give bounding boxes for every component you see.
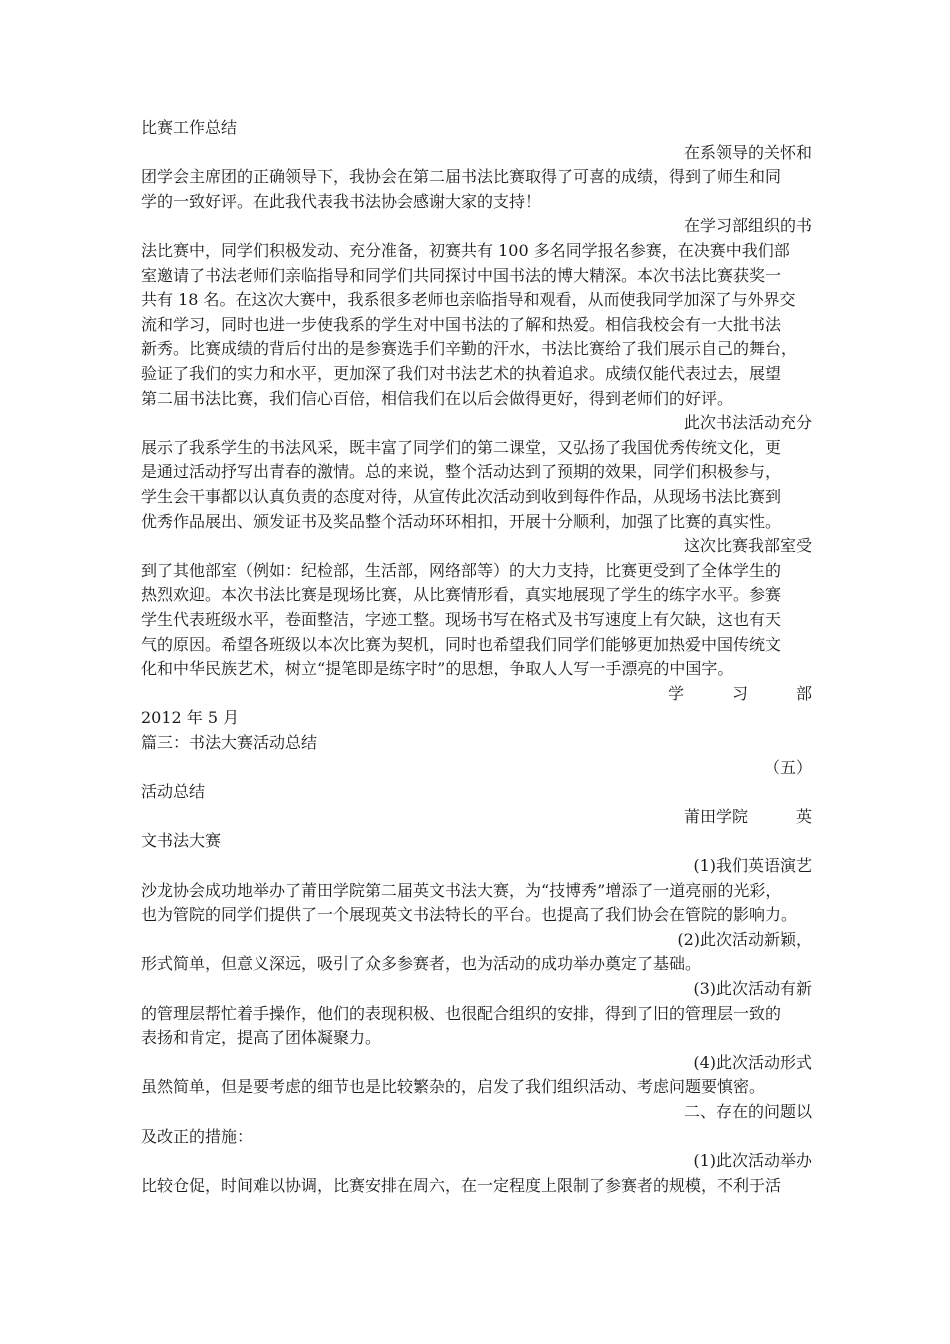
text-line: 气的原因。希望各班级以本次比赛为契机，同时也希望我们同学们能够更加热爱中国传统文 [141,635,782,654]
text-line: 验证了我们的实力和水平，更加深了我们对书法艺术的执着追求。成绩仅能代表过去，展望 [141,364,782,383]
text-line: 比较仓促，时间难以协调，比赛安排在周六，在一定程度上限制了参赛者的规模，不利于活 [141,1176,782,1195]
text-line: 新秀。比赛成绩的背后付出的是参赛选手们辛勤的汗水，书法比赛给了我们展示自己的舞台， [141,339,798,358]
text-line: 到了其他部室（例如：纪检部，生活部，网络部等）的大力支持，比赛更受到了全体学生的 [141,561,782,580]
paragraph-indent-line: (2)此次活动新颖， [677,930,812,949]
paragraph-indent-line: (1)此次活动举办 [693,1151,812,1170]
text-line: 法比赛中，同学们积极发动、充分准备，初赛共有 100 多名同学报名参赛，在决赛中我们部 [141,241,790,260]
text-line: 共有 18 名。在这次大赛中，我系很多老师也亲临指导和观看，从而使我同学加深了与外界交 [141,290,796,309]
text-line: 化和中华民族艺术，树立“提笔即是练字时”的思想，争取人人写一手漂亮的中国字。 [141,659,734,678]
paragraph-indent-line: (4)此次活动形式 [693,1053,812,1072]
text-line: 虽然简单，但是要考虑的细节也是比较繁杂的，启发了我们组织活动、考虑问题要慎密。 [141,1077,766,1096]
paragraph-indent-line: 二、存在的问题以 [683,1102,812,1121]
text-line: 比赛工作总结 [141,118,238,137]
paragraph-indent-line: (3)此次活动有新 [693,979,812,998]
text-line: 室邀请了书法老师们亲临指导和同学们共同探讨中国书法的博大精深。本次书法比赛获奖一 [141,266,782,285]
text-line: 2012 年 5 月 [141,708,240,727]
paragraph-indent-line: 在系领导的关怀和 [683,143,812,162]
text-line: 表扬和肯定，提高了团体凝聚力。 [141,1028,382,1047]
text-line: 学生代表班级水平，卷面整洁，字迹工整。现场书写在格式及书写速度上有欠缺，这也有天 [141,610,782,629]
text-line: 沙龙协会成功地举办了莆田学院第二届英文书法大赛，为“技博秀”增添了一道亮丽的光彩， [141,881,782,900]
text-line: 展示了我系学生的书法风采，既丰富了同学们的第二课堂，又弘扬了我国优秀传统文化，更 [141,438,782,457]
text-line: 文书法大赛 [141,831,222,850]
paragraph-indent-line: 学 习 部 [667,684,812,703]
paragraph-indent-line: 在学习部组织的书 [683,216,812,235]
text-line: 形式简单，但意义深远，吸引了众多参赛者，也为活动的成功举办奠定了基础。 [141,954,702,973]
text-line: 热烈欢迎。本次书法比赛是现场比赛，从比赛情形看，真实地展现了学生的练字水平。参赛 [141,585,782,604]
text-line: 学的一致好评。在此我代表我书法协会感谢大家的支持！ [141,192,542,211]
text-line: 学生会干事都以认真负责的态度对待，从宣传此次活动到收到每件作品，从现场书法比赛到 [141,487,782,506]
paragraph-indent-line: 此次书法活动充分 [683,413,812,432]
paragraph-indent-line: 这次比赛我部室受 [683,536,812,555]
text-line: 篇三：书法大赛活动总结 [141,733,318,752]
paragraph-indent-line: 莆田学院 英 [683,807,812,826]
text-line: 团学会主席团的正确领导下，我协会在第二届书法比赛取得了可喜的成绩，得到了师生和同 [141,167,782,186]
text-line: 流和学习，同时也进一步使我系的学生对中国书法的了解和热爱。相信我校会有一大批书法 [141,315,782,334]
text-line: 第二届书法比赛，我们信心百倍，相信我们在以后会做得更好，得到老师们的好评。 [141,389,734,408]
text-line: 也为管院的同学们提供了一个展现英文书法特长的平台。也提高了我们协会在管院的影响力。 [141,905,798,924]
text-line: 的管理层帮忙着手操作，他们的表现积极、也很配合组织的安排，得到了旧的管理层一致的 [141,1004,782,1023]
text-line: 及改正的措施： [141,1127,254,1146]
text-line: 是通过活动抒写出青春的激情。总的来说，整个活动达到了预期的效果，同学们积极参与， [141,462,782,481]
paragraph-indent-line: (1)我们英语演艺 [693,856,812,875]
paragraph-indent-line: （五） [763,758,812,777]
text-line: 活动总结 [141,782,206,801]
text-line: 优秀作品展出、颁发证书及奖品整个活动环环相扣，开展十分顺利，加强了比赛的真实性。 [141,512,782,531]
